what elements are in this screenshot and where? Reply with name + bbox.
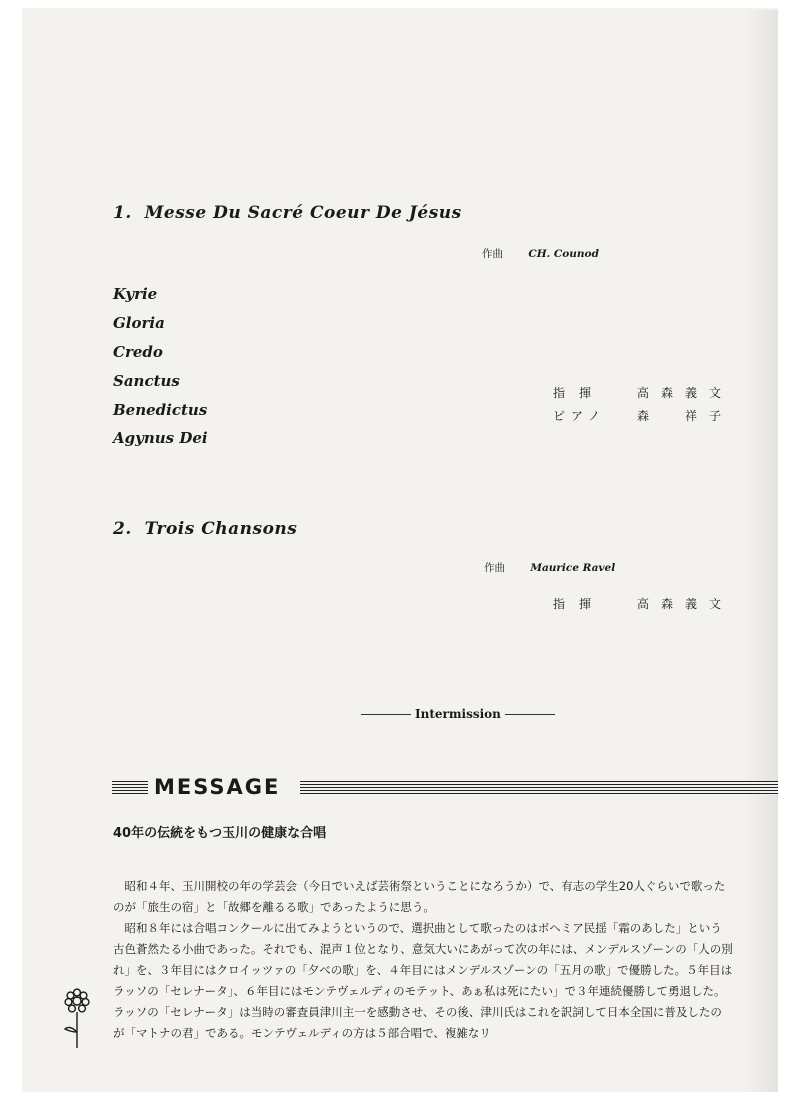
piece1-number: 1. (113, 203, 132, 223)
movement-gloria: Gloria (113, 314, 165, 332)
movement-agynus-dei: Agynus Dei (113, 429, 208, 447)
piece1-credit-conductor (553, 384, 733, 401)
piece1-credit-piano (553, 407, 733, 424)
piece1-heading (113, 203, 462, 223)
piece2-credit-conductor (553, 595, 733, 612)
divider-line-right (505, 714, 555, 715)
movement-kyrie: Kyrie (113, 285, 158, 303)
movement-sanctus: Sanctus (113, 372, 180, 390)
message-heading: MESSAGE (154, 775, 281, 799)
message-rule-right (300, 781, 778, 795)
credit-role: ピアノ (553, 409, 607, 423)
movement-credo: Credo (113, 343, 163, 361)
piece1-composer: CH. Counod (528, 248, 599, 260)
piece2-composer-line (484, 560, 615, 575)
movement-benedictus: Benedictus (113, 401, 208, 419)
credit-role: 指揮 (553, 597, 606, 611)
intermission-divider (357, 707, 559, 721)
piece2-composer: Maurice Ravel (530, 562, 616, 574)
page-shadow (745, 10, 778, 1092)
divider-line-left (361, 714, 411, 715)
credit-name: 高森義文 (636, 386, 733, 400)
message-subtitle: 40年の伝統をもつ玉川の健康な合唱 (113, 826, 327, 841)
message-rule-left (112, 781, 148, 795)
message-paragraph-2: 昭和８年には合唱コンクールに出てみようというので、選択曲として歌ったのはボヘミア民揺「霜のあした」という古色蒼然たる小曲であった。それでも、混声１位となり、意気大いにあがって次の年には、メンデルスゾーンの「人の別れ」を、３年目にはクロイッツァの「夕べの歌」を、４年目にはメンデルスゾーンの「五月の歌」で優勝した。５年目はラッソの「セレナータ」、６年目にはモンテヴェルディのモテット、あぁ私は死にたい」で３年連続優勝して勇退した。ラッソの「セレナータ」は当時の審査員津川主一を感動させ、その後、津川氏はこれを訳詞して日本全国に普及したのが「マトナの君」である。モンテヴェルディの方は５部合唱で、複雑なリ (113, 921, 733, 1040)
piece2-title: Trois Chansons (144, 519, 298, 539)
flower-icon (62, 988, 92, 1050)
credit-name: 高森義文 (636, 597, 733, 611)
piece1-composer-label: 作曲 (482, 248, 503, 260)
piece2-number: 2. (113, 519, 132, 539)
credit-name: 森 祥子 (636, 409, 733, 423)
message-paragraph-1: 昭和４年、玉川開校の年の学芸会（今日でいえば芸術祭ということになろうか）で、有志の学生20人ぐらいで歌ったのが「旅生の宿」と「故郷を離るる歌」であったように思う。 (113, 879, 726, 914)
piece2-composer-label: 作曲 (484, 562, 505, 574)
piece2-heading (113, 519, 297, 539)
intermission-label: Intermission (415, 707, 501, 721)
piece1-composer-line (482, 246, 599, 261)
credit-role: 指揮 (553, 386, 606, 400)
piece1-title: Messe Du Sacré Coeur De Jésus (144, 203, 462, 223)
